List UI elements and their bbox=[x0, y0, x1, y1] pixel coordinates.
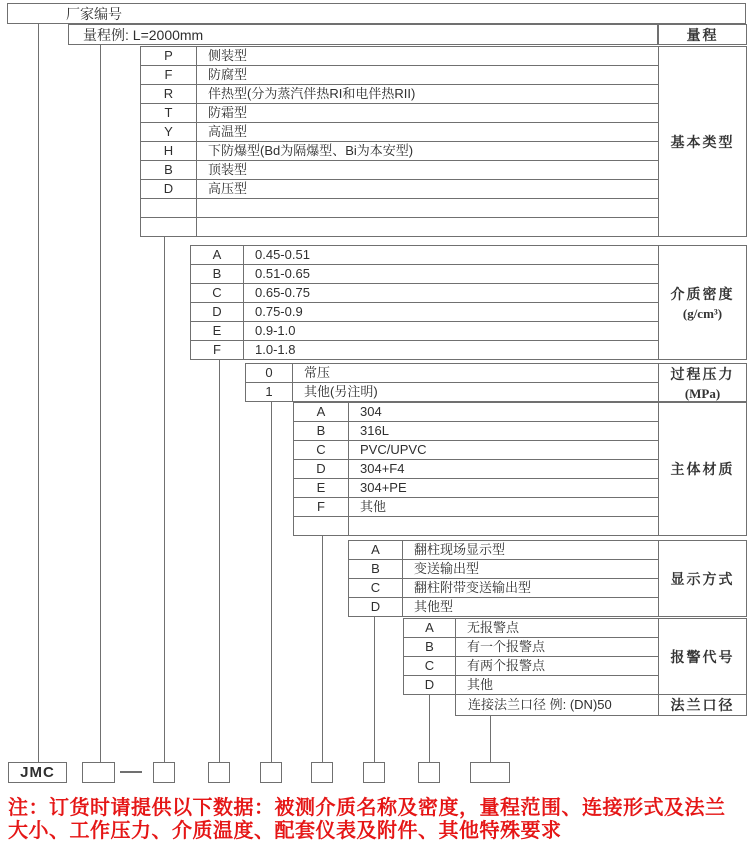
option-code: E bbox=[294, 479, 349, 497]
option-code: C bbox=[191, 284, 244, 302]
option-row bbox=[404, 676, 658, 695]
material-table bbox=[293, 402, 659, 536]
category-label-basic-type: 基本类型 bbox=[658, 46, 747, 237]
option-code: B bbox=[294, 422, 349, 440]
option-code: A bbox=[191, 246, 244, 264]
option-row bbox=[294, 498, 658, 517]
option-code: E bbox=[191, 322, 244, 340]
option-desc: 其他(另注明) bbox=[304, 384, 378, 399]
option-desc: 高温型 bbox=[208, 124, 248, 139]
option-code: 1 bbox=[246, 383, 293, 401]
option-desc: 其他型 bbox=[414, 599, 454, 614]
option-row bbox=[246, 364, 658, 383]
code-box-flange bbox=[470, 762, 510, 783]
option-code: H bbox=[141, 142, 197, 160]
option-desc: 1.0-1.8 bbox=[255, 342, 296, 357]
option-row bbox=[191, 341, 658, 360]
option-row bbox=[404, 638, 658, 657]
connector-line-density bbox=[219, 360, 220, 763]
option-code: Y bbox=[141, 123, 197, 141]
display-mode-table bbox=[348, 540, 659, 617]
option-desc: 常压 bbox=[304, 365, 331, 380]
option-desc: 0.65-0.75 bbox=[255, 285, 310, 300]
option-row bbox=[294, 479, 658, 498]
option-desc: 0.45-0.51 bbox=[255, 247, 310, 262]
code-box-basic-type bbox=[153, 762, 175, 783]
option-row bbox=[294, 441, 658, 460]
code-box-range bbox=[82, 762, 115, 783]
order-note-line1: 注：订货时请提供以下数据：被测介质名称及密度，量程范围、连接形式及法兰 bbox=[8, 797, 726, 819]
option-row-empty bbox=[294, 517, 658, 536]
category-label-range: 量程 bbox=[658, 24, 747, 45]
code-box-prefix: JMC bbox=[8, 762, 67, 783]
option-row bbox=[349, 579, 658, 598]
option-code: B bbox=[191, 265, 244, 283]
connector-line-alarm bbox=[429, 694, 430, 763]
option-desc: 变送输出型 bbox=[414, 561, 480, 576]
option-code: B bbox=[404, 638, 456, 656]
code-box-material bbox=[311, 762, 333, 783]
alarm-table bbox=[403, 618, 659, 695]
option-row bbox=[349, 541, 658, 560]
option-desc: 下防爆型(Bd为隔爆型、Bi为本安型) bbox=[208, 143, 414, 158]
option-desc: 有一个报警点 bbox=[467, 639, 546, 654]
option-row bbox=[141, 47, 658, 66]
option-row bbox=[191, 303, 658, 322]
option-desc: 304+PE bbox=[360, 480, 407, 495]
option-desc: 304 bbox=[360, 404, 382, 419]
option-code: 0 bbox=[246, 364, 293, 382]
option-desc: 无报警点 bbox=[467, 620, 520, 635]
option-desc: 0.75-0.9 bbox=[255, 304, 303, 319]
option-row bbox=[404, 657, 658, 676]
option-code: B bbox=[349, 560, 403, 578]
code-box-display-mode bbox=[363, 762, 385, 783]
flange-desc: 连接法兰口径 例: (DN)50 bbox=[468, 697, 612, 712]
option-code: F bbox=[294, 498, 349, 516]
option-desc: 伴热型(分为蒸汽伴热RI和电伴热RII) bbox=[208, 86, 416, 101]
connector-line-range bbox=[100, 45, 101, 763]
option-row bbox=[246, 383, 658, 402]
option-code: P bbox=[141, 47, 197, 65]
category-label-flange: 法兰口径 bbox=[658, 694, 747, 716]
connector-line-material bbox=[322, 536, 323, 763]
category-label-display-mode: 显示方式 bbox=[658, 540, 747, 617]
order-note-line2: 大小、工作压力、介质温度、配套仪表及附件、其他特殊要求 bbox=[8, 820, 562, 842]
option-code: D bbox=[294, 460, 349, 478]
option-row bbox=[141, 104, 658, 123]
code-box-density bbox=[208, 762, 230, 783]
option-row bbox=[141, 180, 658, 199]
option-code: D bbox=[404, 676, 456, 694]
option-code: D bbox=[141, 180, 197, 198]
option-desc: 其他 bbox=[360, 499, 387, 514]
option-code: A bbox=[404, 619, 456, 637]
option-desc: 防霜型 bbox=[208, 105, 248, 120]
option-code: C bbox=[404, 657, 456, 675]
option-row-empty bbox=[141, 218, 658, 237]
connector-line-display-mode bbox=[374, 617, 375, 763]
option-desc: 翻柱现场显示型 bbox=[414, 542, 506, 557]
option-code: A bbox=[349, 541, 403, 559]
option-desc: 翻柱附带变送输出型 bbox=[414, 580, 532, 595]
connector-line-flange bbox=[490, 716, 491, 763]
order-note bbox=[8, 797, 748, 843]
option-code: D bbox=[349, 598, 403, 616]
range-example-label: 量程例: L=2000mm bbox=[83, 27, 204, 43]
option-desc: 防腐型 bbox=[208, 67, 248, 82]
option-desc: 0.9-1.0 bbox=[255, 323, 296, 338]
option-row bbox=[294, 403, 658, 422]
option-code: C bbox=[349, 579, 403, 597]
option-code: B bbox=[141, 161, 197, 179]
range-row bbox=[68, 24, 658, 45]
option-row bbox=[141, 85, 658, 104]
option-desc: 侧装型 bbox=[208, 48, 248, 63]
category-label-alarm: 报警代号 bbox=[658, 618, 747, 695]
option-desc: 有两个报警点 bbox=[467, 658, 546, 673]
code-box-alarm bbox=[418, 762, 440, 783]
basic-type-table bbox=[140, 46, 659, 237]
option-row bbox=[191, 246, 658, 265]
option-desc: 顶装型 bbox=[208, 162, 248, 177]
option-code: A bbox=[294, 403, 349, 421]
option-code: T bbox=[141, 104, 197, 122]
connector-line-pressure bbox=[271, 401, 272, 763]
manufacturer-code-label: 厂家编号 bbox=[66, 6, 122, 22]
option-row bbox=[141, 142, 658, 161]
option-row bbox=[191, 284, 658, 303]
category-label-material: 主体材质 bbox=[658, 402, 747, 536]
option-code: F bbox=[191, 341, 244, 359]
connector-line-basic-type bbox=[164, 237, 165, 763]
option-row bbox=[191, 265, 658, 284]
option-code: D bbox=[191, 303, 244, 321]
option-code: C bbox=[294, 441, 349, 459]
option-code: R bbox=[141, 85, 197, 103]
option-row bbox=[294, 460, 658, 479]
option-code: F bbox=[141, 66, 197, 84]
code-box-pressure bbox=[260, 762, 282, 783]
option-row bbox=[294, 422, 658, 441]
option-row bbox=[141, 123, 658, 142]
category-label-pressure: 过程压力 (MPa) bbox=[658, 363, 747, 402]
option-row bbox=[141, 161, 658, 180]
option-row bbox=[349, 598, 658, 617]
option-desc: 其他 bbox=[467, 677, 494, 692]
option-desc: PVC/UPVC bbox=[360, 442, 427, 457]
option-row bbox=[191, 322, 658, 341]
dash-separator bbox=[120, 771, 142, 773]
option-desc: 0.51-0.65 bbox=[255, 266, 310, 281]
pressure-table bbox=[245, 363, 659, 402]
option-desc: 316L bbox=[360, 423, 389, 438]
option-desc: 304+F4 bbox=[360, 461, 405, 476]
option-row bbox=[141, 66, 658, 85]
category-label-density: 介质密度 (g/cm³) bbox=[658, 245, 747, 360]
option-desc: 高压型 bbox=[208, 181, 248, 196]
option-row-empty bbox=[141, 199, 658, 218]
option-row bbox=[404, 619, 658, 638]
density-table bbox=[190, 245, 659, 360]
option-row bbox=[349, 560, 658, 579]
flange-row bbox=[455, 694, 659, 716]
manufacturer-code-row bbox=[7, 3, 746, 24]
connector-line-manufacturer bbox=[38, 24, 39, 763]
